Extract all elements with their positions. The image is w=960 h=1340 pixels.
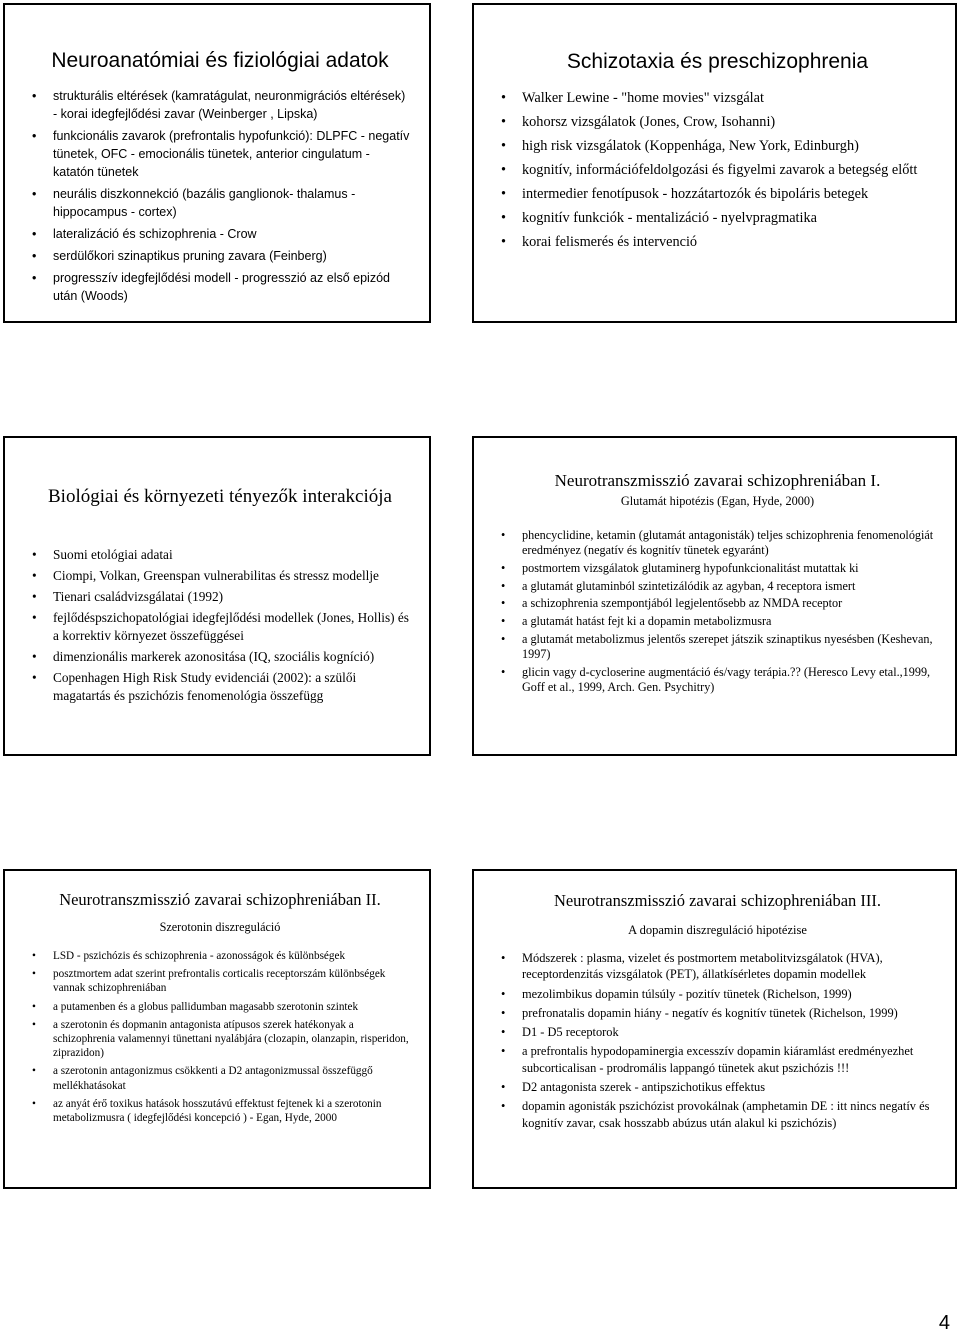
list-item [498,160,937,180]
list-item [29,225,411,243]
list-item [498,596,937,611]
list-item [29,127,411,181]
bullet-icon: • [501,186,507,202]
list-item-text: high risk vizsgálatok (Koppenhága, New York, Edinburgh) [522,138,859,154]
bullet-icon: • [32,950,36,962]
slide-neurotranszmisszio-i [472,436,957,756]
bullet-icon: • [32,271,37,285]
slide-neurotranszmisszio-ii [3,869,431,1189]
list-item [498,1024,937,1040]
list-item-text: serdülőkori szinaptikus pruning zavara (Feinberg) [53,249,327,263]
bullet-icon: • [32,1018,36,1031]
bullet-icon: • [32,89,37,103]
list-item-text: Copenhagen High Risk Study evidenciái (2002): a szülői magatartás és pszichózis fenomenológia összefügg [53,670,357,703]
bullet-icon: • [32,968,36,981]
list-item [29,609,411,645]
list-item-text: Suomi etológiai adatai [53,547,173,562]
list-item-text: a glutamát hatást fejt ki a dopamin metabolizmusra [522,614,772,629]
bullet-list [498,950,937,1131]
bullet-icon: • [32,1097,36,1110]
bullet-icon: • [32,568,37,583]
slide-title: Biológiai és környezeti tényezők interakciója [48,486,392,507]
list-item [498,1098,937,1131]
bullet-icon: • [501,1044,506,1059]
list-item [29,269,411,305]
list-item-text: kohorsz vizsgálatok (Jones, Crow, Isohanni) [522,114,776,130]
list-item [498,614,937,629]
slide-title: Neurotranszmisszió zavarai schizophreniában I. [554,471,881,490]
list-item-text: dimenzionális markerek azonositása (IQ, szociális kogníció) [53,649,375,664]
list-item-text: mezolimbikus dopamin túlsúly - pozitív tünetek (Richelson, 1999) [522,986,852,1001]
bullet-icon: • [32,129,37,143]
list-item-text: a szerotonin és dopmanin antagonista atípusos szerek hatékonyak a schizophrenia valamennyi tünettani nyalábjára (clozapin, olanzapin, risperidon, ziprazidon) [53,1018,409,1060]
list-item-text: a szerotonin antagonizmus csökkenti a D2 antagonizmussal összefüggő mellékhatásokat [53,1065,373,1092]
list-item-text: progresszív idegfejlődési modell - progresszió az első epizód után (Woods) [53,271,390,303]
bullet-icon: • [501,210,507,226]
bullet-icon: • [32,610,37,625]
list-item-text: a schizophrenia szempontjából legjelentősebb az NMDA receptor [522,596,843,611]
list-item-text: Walker Lewine - "home movies" vizsgálat [522,90,764,106]
list-item-text: Ciompi, Volkan, Greenspan vulnerabilitas és stressz modellje [53,568,379,583]
list-item [29,648,411,666]
list-item-text: D2 antagonista szerek - antipszichotikus effektus [522,1080,766,1095]
list-item-text: dopamin agonisták pszichózist provokálnak (amphetamin DE : itt nincs negatív és kognitív zavar, csak hosszabb abúzus után alakul ki pszichózis) [522,1099,930,1130]
bullet-icon: • [32,670,37,685]
bullet-icon: • [501,90,507,106]
slide-title: Neurotranszmisszió zavarai schizophreniában II. [59,890,381,909]
list-item [498,579,937,594]
slide-neurotranszmisszio-iii [472,869,957,1189]
bullet-icon: • [501,596,506,611]
bullet-icon: • [32,649,37,664]
bullet-icon: • [501,114,507,130]
list-item [29,546,411,564]
list-item [498,112,937,132]
list-item-text: a prefrontalis hypodopaminergia excesszív dopamin kiáramlást eredményezhet subcorticalisan - prodromális lappangó tünetek akut pszichózis !!! [522,1044,914,1075]
bullet-list [498,528,937,695]
list-item [498,632,937,663]
list-item [498,950,937,983]
list-item-text: postmortem vizsgálatok glutaminerg hypofunkcionalitást mutattak ki [522,560,859,575]
list-item-text: a glutamát metabolizmus jelentős szerepet játszik szinaptikus nyesésben (Keshevan, 1997) [522,631,933,662]
list-item-text: Módszerek : plasma, vizelet és postmortem metabolitvizsgálatok (HVA), receptordenzitás vizsgálatok (PET), állatkísérletes dopamin modellek [522,951,883,982]
list-item-text: lateralizáció és schizophrenia - Crow [53,227,257,241]
list-item-text: neurális diszkonnekció (bazális ganglionok- thalamus - hippocampus - cortex) [53,187,356,219]
bullet-icon: • [32,187,37,201]
list-item [498,88,937,108]
bullet-icon: • [501,951,506,965]
list-item [498,665,937,696]
slide-title: Neuroanatómiai és fiziológiai adatok [51,49,389,72]
list-item [29,588,411,606]
list-item [498,1005,937,1021]
list-item [29,247,411,265]
list-item-text: intermedier fenotípusok - hozzátartozók és bipoláris betegek [522,186,869,202]
list-item [29,567,411,585]
list-item-text: LSD - pszichózis és schizophrenia - azonosságok és különbségek [53,950,346,962]
bullet-list [29,87,411,305]
slide-title: Schizotaxia és preschizophrenia [566,50,869,73]
bullet-icon: • [32,589,37,604]
list-item-text: phencyclidine, ketamin (glutamát antagonisták) teljes schizophrenia fenomenológiát eredményez (negatív és kognitív tünetek egyaránt) [522,528,934,558]
list-item [29,1064,411,1092]
list-item-text: fejlődéspszichopatológiai idegfejlődési modellek (Jones, Hollis) és a korrektiv környezet összefüggései [53,610,409,643]
list-item-text: korai felismerés és intervenció [522,234,698,250]
bullet-icon: • [501,1099,506,1114]
list-item [498,136,937,156]
bullet-icon: • [501,664,506,679]
list-item-text: a putamenben és a globus pallidumban magasabb szerotonin szintek [53,1000,359,1013]
list-item [29,967,411,995]
bullet-icon: • [501,528,506,542]
list-item [29,1018,411,1061]
list-item [498,1079,937,1095]
slide-title: Neurotranszmisszió zavarai schizophreniában III. [553,891,882,910]
bullet-icon: • [32,227,37,241]
list-item [498,184,937,204]
list-item [29,949,411,963]
bullet-list [29,546,411,705]
list-item [29,1097,411,1125]
list-item [498,561,937,576]
bullet-icon: • [501,1025,506,1040]
slide-biologiai-kornyezeti [3,436,431,756]
list-item [29,87,411,123]
list-item-text: az anyát érő toxikus hatások hosszutávú effektust fejtenek ki a szerotonin metabolizmusra ( idegfejlődési koncepció ) - Egan, Hyde, 2000 [53,1097,382,1125]
list-item [29,669,411,705]
list-item [498,528,937,559]
list-item [498,208,937,228]
slide-schizotaxia [472,3,957,323]
list-item-text: posztmortem adat szerint prefrontalis corticalis receptorszám különbségek vannak schizophreniában [53,968,386,995]
bullet-icon: • [501,138,507,154]
slide-subtitle: Glutamát hipotézis (Egan, Hyde, 2000) [620,494,815,508]
list-item [498,986,937,1002]
list-item-text: prefronatalis dopamin hiány - negatív és kognitív tünetek (Richelson, 1999) [522,1005,898,1020]
list-item-text: a glutamát glutaminból szintetizálódik az agyban, 4 receptora ismert [522,578,856,593]
list-item-text: kognitív, információfeldolgozási és figyelmi zavarok a betegség előtt [522,162,918,178]
bullet-icon: • [501,986,506,1001]
list-item [29,1000,411,1014]
bullet-list [498,88,937,252]
slide-subtitle: Szerotonin diszreguláció [159,920,281,934]
bullet-icon: • [32,547,37,562]
bullet-icon: • [501,234,507,250]
list-item-text: Tienari családvizsgálatai (1992) [53,589,224,604]
bullet-icon: • [32,1000,36,1013]
slide-subtitle: A dopamin diszreguláció hipotézise [628,923,807,937]
bullet-icon: • [501,560,506,575]
page-number: 4 [938,1312,950,1334]
list-item-text: funkcionális zavarok (prefrontalis hypofunkció): DLPFC - negatív tünetek, OFC - emocionális tünetek, anterior cingulatum - katatón tünetek [53,129,410,179]
bullet-icon: • [501,614,506,629]
bullet-icon: • [501,1080,506,1095]
list-item-text: D1 - D5 receptorok [522,1025,619,1040]
bullet-icon: • [32,249,37,263]
slide-neuroanatomia [3,3,431,323]
list-item [29,185,411,221]
list-item [498,1043,937,1076]
list-item [498,232,937,252]
list-item-text: strukturális eltérések (kamratágulat, neuronmigrációs eltérések) - korai idegfejlődési zavar (Weinberger , Lipska) [53,89,406,121]
list-item-text: kognitív funkciók - mentalizáció - nyelvpragmatika [522,210,817,226]
bullet-list [29,949,411,1125]
bullet-icon: • [501,578,506,593]
bullet-icon: • [501,1005,506,1020]
bullet-icon: • [32,1065,36,1078]
list-item-text: glicin vagy d-cycloserine augmentáció és/vagy terápia.?? (Heresco Levy etal.,1999, Goff et al., 1999, Arch. Gen. Psychitry) [522,664,931,695]
bullet-icon: • [501,162,507,178]
bullet-icon: • [501,631,506,646]
